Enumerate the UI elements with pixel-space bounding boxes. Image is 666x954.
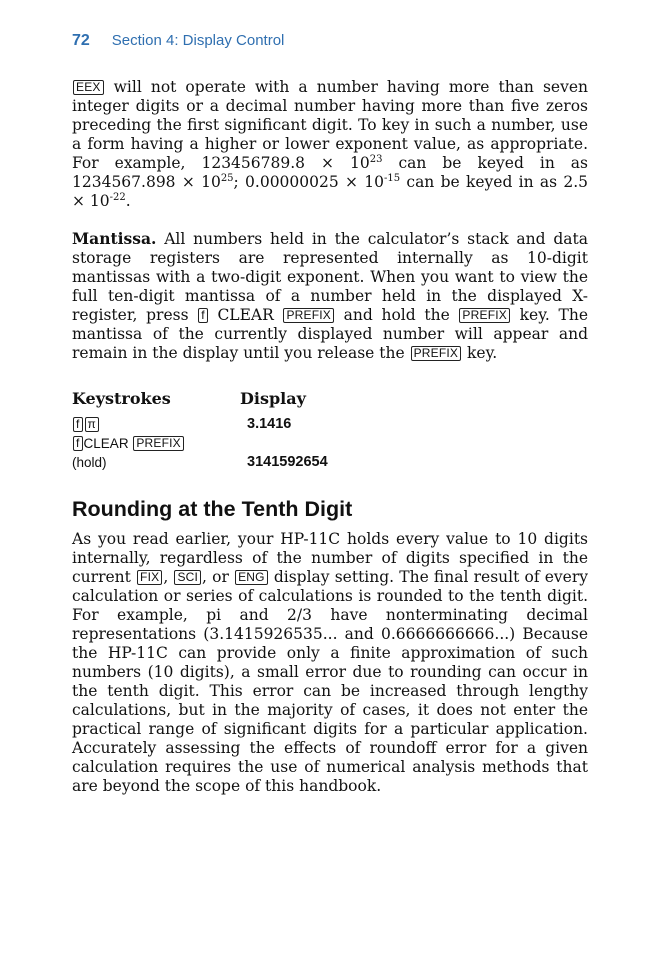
display-value: 3141592654 bbox=[247, 454, 328, 470]
keystrokes-column-header: Keystrokes bbox=[72, 389, 171, 408]
key-sci: SCI bbox=[174, 570, 201, 585]
keystrokes-table bbox=[72, 389, 588, 471]
table-row: f CLEAR PREFIX bbox=[72, 435, 588, 452]
display-value: 3.1416 bbox=[247, 416, 292, 432]
keystrokes-header bbox=[72, 389, 588, 408]
hold-label: (hold) bbox=[72, 455, 107, 470]
key-f: f bbox=[73, 436, 83, 451]
key-fix: FIX bbox=[137, 570, 162, 585]
key-prefix: PREFIX bbox=[411, 346, 462, 361]
key-eng: ENG bbox=[235, 570, 268, 585]
display-column-header: Display bbox=[240, 389, 306, 408]
paragraph-eex: EEX will not operate with a number having more than seven integer digits or a decimal number having more than five zeros preceding the first significant digit. To key in such a number, use a form having a higher or lower exponent value, as appropriate. For example, $123456789.8 \times 10^{23}$ can be keyed in as $1234567.898 \times 10^{25}$; $0.00000025 \times 10^{-15}$ can be keyed in as $2.5 \times 10^{-22}$. bbox=[72, 78, 589, 210]
paragraph-mantissa: Mantissa. All numbers held in the calculator’s stack and data storage registers are represented internally as 10-digit mantissas with a two-digit exponent. When you want to view the full ten-digit mantissa of a number held in the displayed X-register, press f CLEAR PREFIX and hold the PREFIX key. The mantissa of the currently displayed number will appear and remain in the display until you release the PREFIX key. bbox=[72, 229, 589, 362]
section-title-header: Section 4: Display Control bbox=[111, 32, 285, 49]
key-prefix: PREFIX bbox=[133, 436, 184, 451]
page-header bbox=[72, 32, 588, 50]
page-number: 72 bbox=[72, 32, 90, 49]
key-eex: EEX bbox=[73, 80, 104, 95]
key-prefix: PREFIX bbox=[459, 308, 510, 323]
table-row bbox=[72, 416, 588, 433]
section-heading: Rounding at the Tenth Digit bbox=[72, 497, 353, 521]
key-prefix: PREFIX bbox=[283, 308, 334, 323]
page bbox=[72, 32, 588, 796]
table-row bbox=[72, 454, 588, 471]
key-f: f bbox=[73, 417, 83, 432]
key-f: f bbox=[198, 308, 208, 323]
paragraph-rounding: As you read earlier, your HP-11C holds every value to 10 digits internally, regardless of the number of digits specified in the current FIX , SCI , or ENG display setting. The final result of every calculation or series of calculations is rounded to the tenth digit. For example, pi and 2/3 have nonterminating decimal representations (3.1415926535... and 0.6666666666...) Because the HP-11C can provide only a finite approximation of such numbers (10 digits), a small error due to rounding can occur in the tenth digit. This error can be increased through lengthy calculations, but in the majority of cases, it does not enter the practical range of significant digits for a particular application. Accurately assessing the effects of roundoff error for a given calculation requires the use of numerical analysis methods that are beyond the scope of this handbook. bbox=[72, 530, 589, 795]
key-pi: π bbox=[85, 417, 99, 432]
mantissa-heading: Mantissa. bbox=[72, 229, 157, 248]
